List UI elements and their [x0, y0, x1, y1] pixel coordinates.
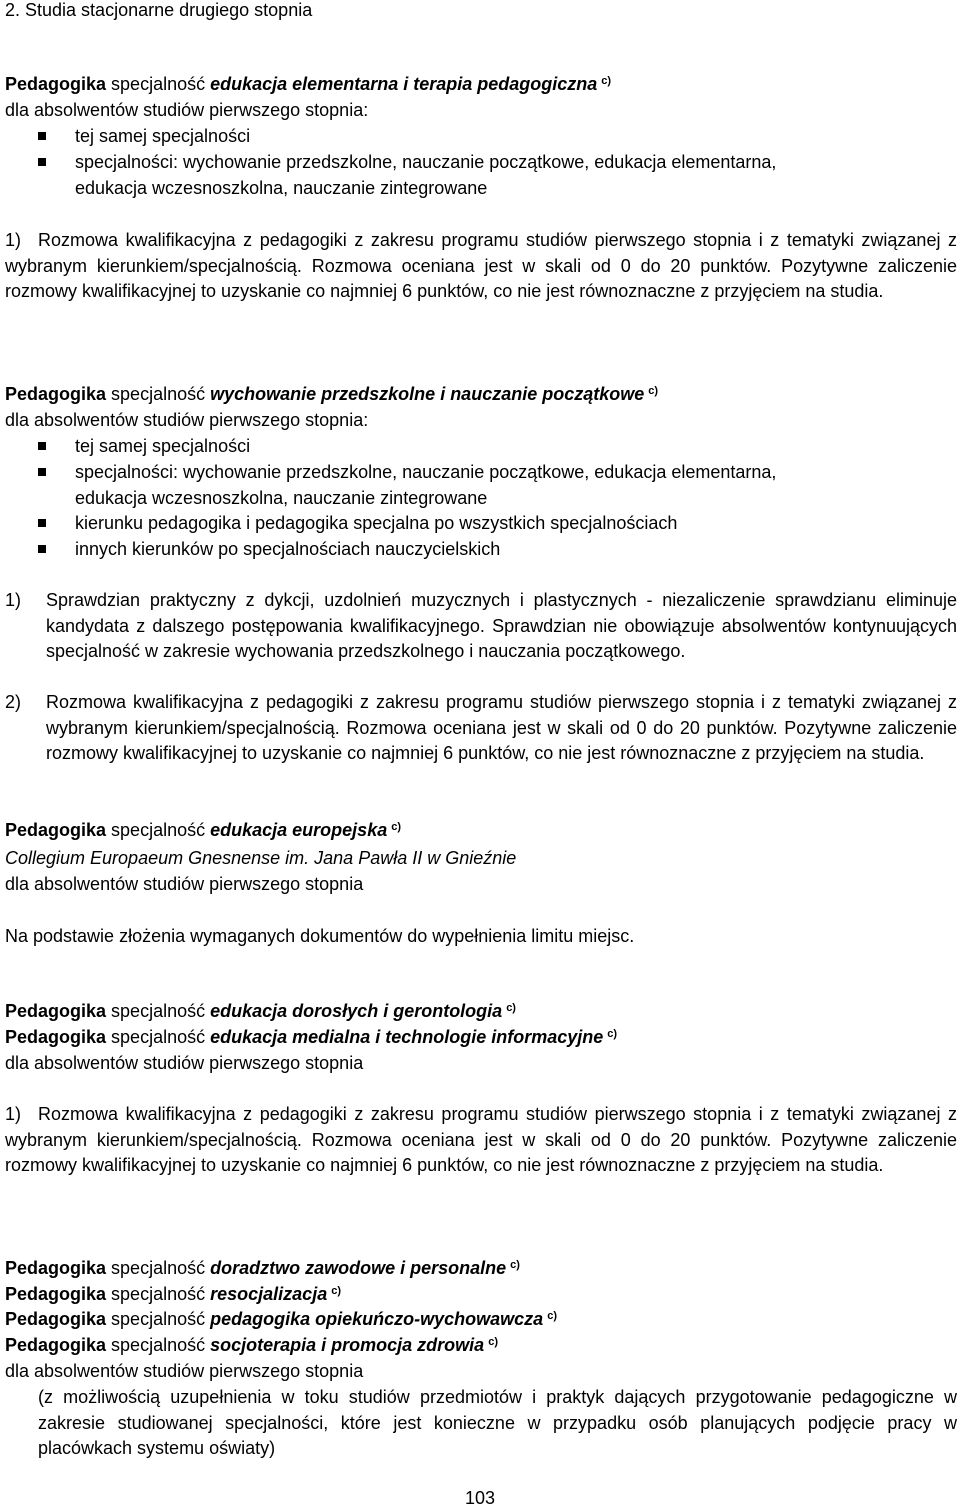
requirement-paragraph: Rozmowa kwalifikacyjna z pedagogiki z zakresu programu studiów pierwszego stopnia i z tematyki związanej z wybranym kierunkiem/specjalnością. Rozmowa oceniana jest w skali od 0 do 20 punktów. Pozytywne zaliczenie rozmowy kwalifikacyjnej to uzyskanie co najmniej 6 punktów, co nie jest równoznaczne z przyjęciem na studia.: [46, 692, 957, 763]
specialty-name: pedagogika opiekuńczo-wychowawcza: [210, 1309, 544, 1329]
eligibility-line: dla absolwentów studiów pierwszego stopnia:: [5, 100, 369, 120]
footnote-marker: c): [601, 75, 612, 87]
requirement-paragraph: Rozmowa kwalifikacyjna z pedagogiki z zakresu programu studiów pierwszego stopnia i z tematyki związanej z wybranym kierunkiem/specjalnością. Rozmowa oceniana jest w skali od 0 do 20 punktów. Pozytywne zaliczenie rozmowy kwalifikacyjnej to uzyskanie co najmniej 6 punktów, co nie jest równoznaczne z przyjęciem na studia.: [5, 1104, 957, 1175]
footnote-marker: c): [607, 1028, 618, 1040]
page-number: 103: [464, 1488, 496, 1508]
bullet-square-icon: [38, 519, 46, 527]
bullet-square-icon: [38, 132, 46, 140]
specialty-name: edukacja elementarna i terapia pedagogiczna: [210, 74, 598, 94]
specialty-word: specjalność: [111, 1001, 206, 1021]
bullet-square-icon: [38, 158, 46, 166]
specialty-word: specjalność: [111, 1335, 206, 1355]
program-title-socjoterapia: [5, 1333, 498, 1357]
program-field: Pedagogika: [5, 1027, 107, 1047]
eligibility-line: dla absolwentów studiów pierwszego stopnia: [5, 874, 364, 894]
program-field: Pedagogika: [5, 1309, 107, 1329]
item-number: 1): [5, 590, 22, 610]
college-name: [5, 846, 516, 870]
specialty-word: specjalność: [111, 1284, 206, 1304]
eligibility-item: kierunku pedagogika i pedagogika specjalna po wszystkich specjalnościach: [75, 513, 678, 533]
requirement-paragraph: Sprawdzian praktyczny z dykcji, uzdolnień muzycznych i plastycznych - niezaliczenie sprawdzianu eliminuje kandydata z dalszego postępowania kwalifikacyjnego. Sprawdzian nie obowiązuje absolwentów kontynuujących specjalność w zakresie wychowania przedszkolnego i nauczania początkowego.: [46, 590, 957, 661]
eligibility-item-continued: edukacja wczesnoszkolna, nauczanie zintegrowane: [75, 488, 488, 508]
program-title-edukacja-elementarna: [5, 72, 611, 96]
specialty-name: socjoterapia i promocja zdrowia: [210, 1335, 485, 1355]
item-number: 2): [5, 692, 22, 712]
eligibility-item-continued: edukacja wczesnoszkolna, nauczanie zintegrowane: [75, 178, 488, 198]
supplement-note: (z możliwością uzupełnienia w toku studiów przedmiotów i praktyk dających przygotowanie pedagogiczne w zakresie studiowanej specjalności, które jest konieczne w przypadku osób planujących podjęcie pracy w placówkach systemu oświaty): [38, 1387, 957, 1458]
program-title-wychowanie-przedszkolne: [5, 382, 658, 406]
bullet-square-icon: [38, 545, 46, 553]
eligibility-item: tej samej specjalności: [75, 436, 251, 456]
specialty-word: specjalność: [111, 1027, 206, 1047]
program-title-edukacja-medialna: [5, 1025, 617, 1049]
eligibility-item: innych kierunków po specjalnościach nauczycielskich: [75, 539, 501, 559]
footnote-marker: c): [488, 1336, 498, 1348]
item-number: 1): [5, 1104, 22, 1124]
specialty-word: specjalność: [111, 820, 206, 840]
footnote-marker: c): [648, 385, 659, 397]
footnote-marker: c): [331, 1285, 341, 1297]
college-name-text: Collegium Europaeum Gnesnense im. Jana Pawła II w Gnieźnie: [5, 848, 517, 868]
specialty-name: edukacja europejska: [210, 820, 388, 840]
specialty-word: specjalność: [111, 1309, 206, 1329]
specialty-name: resocjalizacja: [210, 1284, 328, 1304]
program-title-opiekunczo-wychowawcza: [5, 1307, 557, 1331]
specialty-name: edukacja dorosłych i gerontologia: [210, 1001, 503, 1021]
specialty-word: specjalność: [111, 384, 206, 404]
admission-note: Na podstawie złożenia wymaganych dokumentów do wypełnienia limitu miejsc.: [5, 926, 635, 946]
eligibility-item: specjalności: wychowanie przedszkolne, nauczanie początkowe, edukacja elementarna,: [75, 152, 777, 172]
footnote-marker: c): [510, 1259, 520, 1271]
footnote-marker: c): [391, 821, 401, 833]
specialty-name: edukacja medialna i technologie informacyjne: [210, 1027, 604, 1047]
specialty-name: doradztwo zawodowe i personalne: [210, 1258, 507, 1278]
program-field: Pedagogika: [5, 820, 107, 840]
requirement-paragraph: Rozmowa kwalifikacyjna z pedagogiki z zakresu programu studiów pierwszego stopnia i z tematyki związanej z wybranym kierunkiem/specjalnością. Rozmowa oceniana jest w skali od 0 do 20 punktów. Pozytywne zaliczenie rozmowy kwalifikacyjnej to uzyskanie co najmniej 6 punktów, co nie jest równoznaczne z przyjęciem na studia.: [5, 230, 957, 301]
program-field: Pedagogika: [5, 1284, 107, 1304]
bullet-square-icon: [38, 468, 46, 476]
program-title-doradztwo: [5, 1256, 520, 1280]
footnote-marker: c): [506, 1002, 516, 1014]
eligibility-line: dla absolwentów studiów pierwszego stopnia: [5, 1053, 364, 1073]
footnote-marker: c): [547, 1310, 557, 1322]
section-heading: 2. Studia stacjonarne drugiego stopnia: [5, 0, 313, 20]
eligibility-item: specjalności: wychowanie przedszkolne, nauczanie początkowe, edukacja elementarna,: [75, 462, 777, 482]
program-field: Pedagogika: [5, 74, 107, 94]
specialty-word: specjalność: [111, 1258, 206, 1278]
item-number: 1): [5, 230, 22, 250]
program-field: Pedagogika: [5, 1258, 107, 1278]
program-title-edukacja-doroslych: [5, 999, 516, 1023]
program-title-resocjalizacja: [5, 1282, 341, 1306]
eligibility-line: dla absolwentów studiów pierwszego stopnia:: [5, 410, 369, 430]
specialty-word: specjalność: [111, 74, 206, 94]
eligibility-item: tej samej specjalności: [75, 126, 251, 146]
eligibility-line: dla absolwentów studiów pierwszego stopnia: [5, 1361, 364, 1381]
program-field: Pedagogika: [5, 1001, 107, 1021]
bullet-square-icon: [38, 442, 46, 450]
program-title-edukacja-europejska: [5, 818, 401, 842]
program-field: Pedagogika: [5, 384, 107, 404]
specialty-name: wychowanie przedszkolne i nauczanie początkowe: [210, 384, 645, 404]
program-field: Pedagogika: [5, 1335, 107, 1355]
